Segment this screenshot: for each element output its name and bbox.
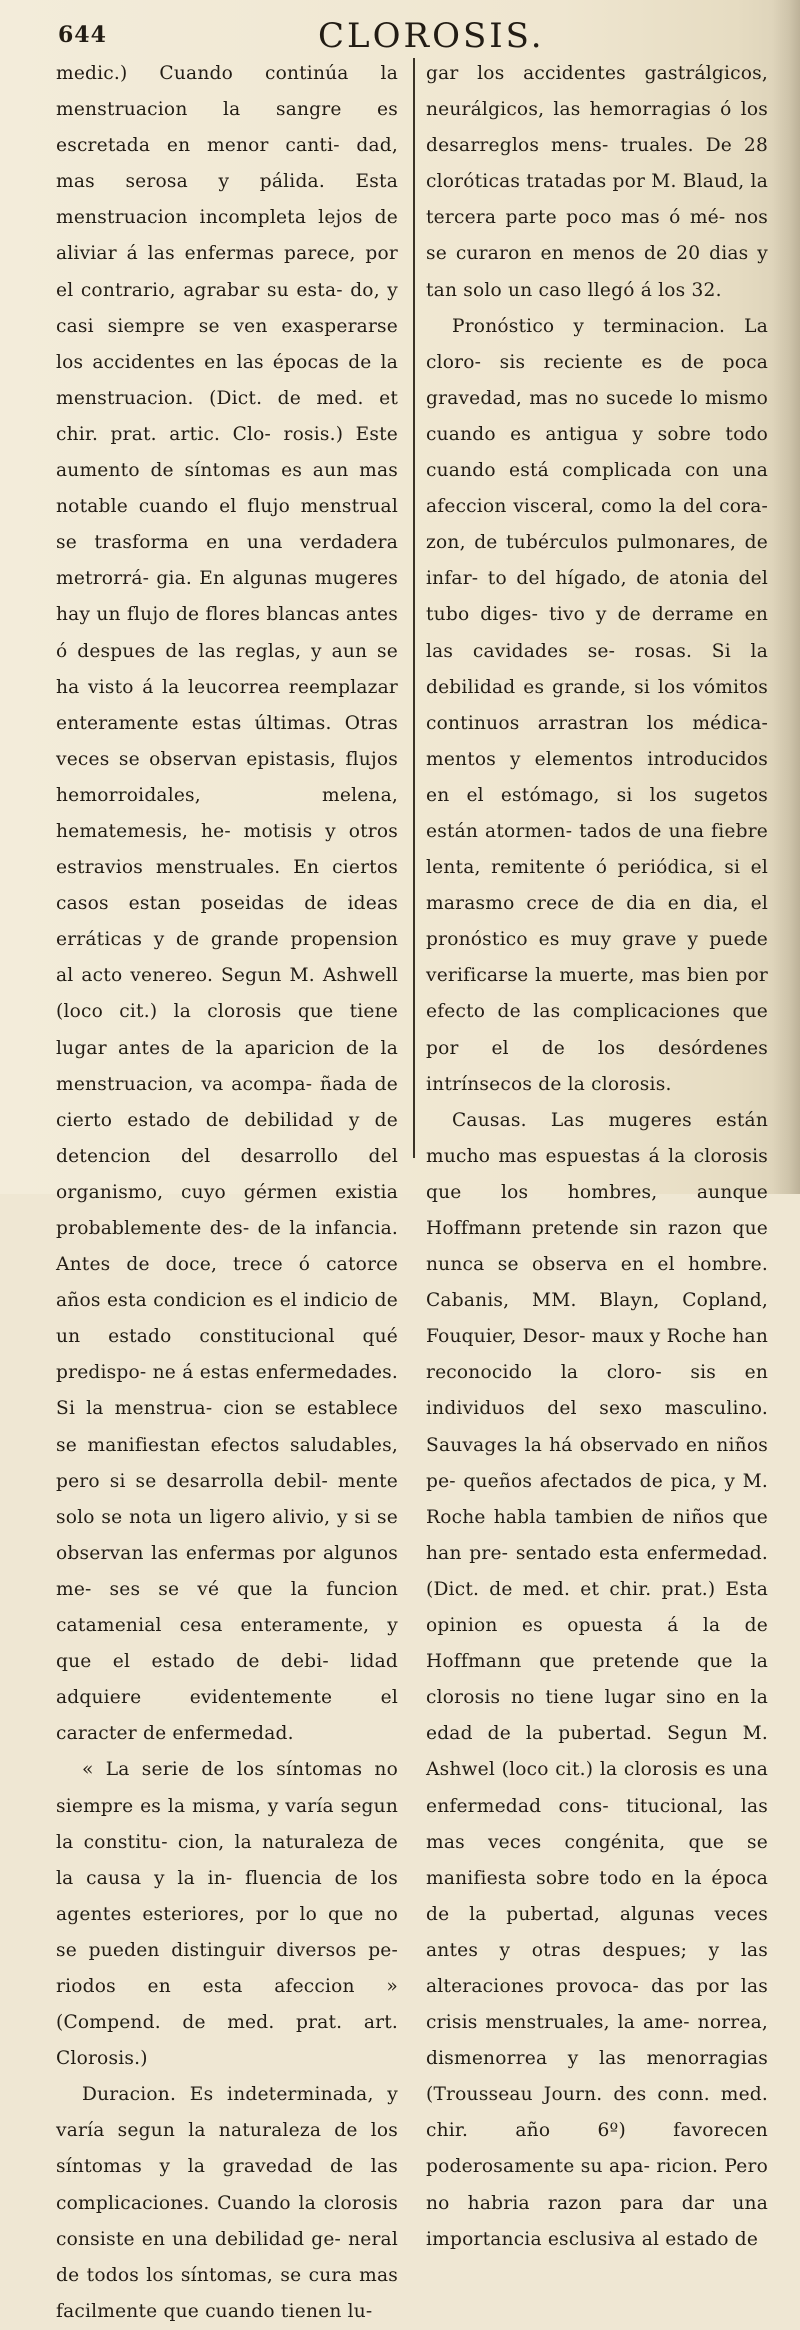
text-columns: [56, 56, 776, 2322]
right-paragraph-3: Causas. Las mugeres están mucho mas espuestas á la clorosis que los hombres, aunque Hoffmann pretende sin razon que nunca se observa en el hombre. Cabanis, MM. Blayn, Copland, Fouquier, Desor- maux y Roche han reconocido la cloro- sis en individuos del sexo masculino. Sauvages la há observado en niños pe- queños afectados de pica, y M. Roche habla tambien de niños que han pre- sentado esta enfermedad. (Dict. de med. et chir. prat.) Esta opinion es opuesta á la de Hoffmann que pretende que la clorosis no tiene lugar sino en la edad de la pubertad. Segun M. Ashwel (loco cit.) la clorosis es una enfermedad cons- titucional, las mas veces congénita, que se manifiesta sobre todo en la época de la pubertad, algunas veces antes y otras despues; y las alteraciones provoca- das por las crisis menstruales, la ame- norrea, dismenorrea y las menorragias (Trousseau Journ. des conn. med. chir. año 6º) favorecen poderosamente su apa- ricion. Pero no habria razon para dar una importancia esclusiva al estado de: [426, 1109, 768, 2250]
right-paragraph-1: gar los accidentes gastrálgicos, neurálgicos, las hemorragias ó los desarreglos mens- truales. De 28 cloróticas tratadas por M. Blaud, la tercera parte poco mas ó mé- nos se curaron en menos de 20 dias y tan solo un caso llegó á los 32.: [426, 63, 768, 301]
page-header: [0, 14, 800, 54]
left-column: [56, 56, 398, 2322]
page-number: 644: [58, 22, 107, 48]
left-paragraph-2: « La serie de los síntomas no siempre es la misma, y varía segun la constitu- cion, la naturaleza de la causa y la in- fluencia de los agentes esteriores, por lo que no se pueden distinguir diversos pe- riodos en esta afeccion » (Compend. de med. prat. art. Clorosis.): [56, 1759, 398, 2070]
page-edge-shadow: [772, 0, 800, 1194]
running-head: CLOROSIS.: [318, 16, 545, 56]
column-divider: [413, 58, 415, 1158]
left-paragraph-1: medic.) Cuando continúa la menstruacion la sangre es escretada en menor canti- dad, mas serosa y pálida. Esta menstruacion incompleta lejos de aliviar á las enfermas parece, por el contrario, agrabar su esta- do, y casi siempre se ven exasperarse los accidentes en las épocas de la menstruacion. (Dict. de med. et chir. prat. artic. Clo- rosis.) Este aumento de síntomas es aun mas notable cuando el flujo menstrual se trasforma en una verdadera metrorrá- gia. En algunas mugeres hay un flujo de flores blancas antes ó despues de las reglas, y aun se ha visto á la leucorrea reemplazar enteramente estas últimas. Otras veces se observan epistasis, flujos hemorroidales, melena, hematemesis, he- motisis y otros estravios menstruales. En ciertos casos estan poseidas de ideas erráticas y de grande propension al acto venereo. Segun M. Ashwell (loco cit.) la clorosis que tiene lugar antes de la aparicion de la menstruacion, va acompa- ñada de cierto estado de debilidad y de detencion del desarrollo del organismo, cuyo gérmen existia probablemente des- de la infancia. Antes de doce, trece ó catorce años esta condicion es el indicio de un estado constitucional qué predispo- ne á estas enfermedades. Si la menstrua- cion se establece se manifiestan efectos saludables, pero si se desarrolla debil- mente solo se nota un ligero alivio, y si se observan las enfermas por algunos me- ses se vé que la funcion catamenial cesa enteramente, y que el estado de debi- lidad adquiere evidentemente el caracter de enfermedad.: [56, 63, 398, 1745]
right-paragraph-2: Pronóstico y terminacion. La cloro- sis reciente es de poca gravedad, mas no sucede lo mismo cuando es antigua y sobre todo cuando está complicada con una afeccion visceral, como la del cora- zon, de tubérculos pulmonares, de infar- to del hígado, de atonia del tubo diges- tivo y de derrame en las cavidades se- rosas. Si la debilidad es grande, si los vómitos continuos arrastran los médica- mentos y elementos introducidos en el estómago, si los sugetos están atormen- tados de una fiebre lenta, remitente ó periódica, si el marasmo crece de dia en dia, el pronóstico es muy grave y puede verificarse la muerte, mas bien por efecto de las complicaciones que por el de los desórdenes intrínsecos de la clorosis.: [426, 315, 768, 1095]
right-column: [426, 56, 768, 2250]
left-paragraph-3: Duracion. Es indeterminada, y varía segun la naturaleza de los síntomas y la gravedad de las complicaciones. Cuando la clorosis consiste en una debilidad ge- neral de todos los síntomas, se cura mas facilmente que cuando tienen lu-: [56, 2084, 398, 2322]
